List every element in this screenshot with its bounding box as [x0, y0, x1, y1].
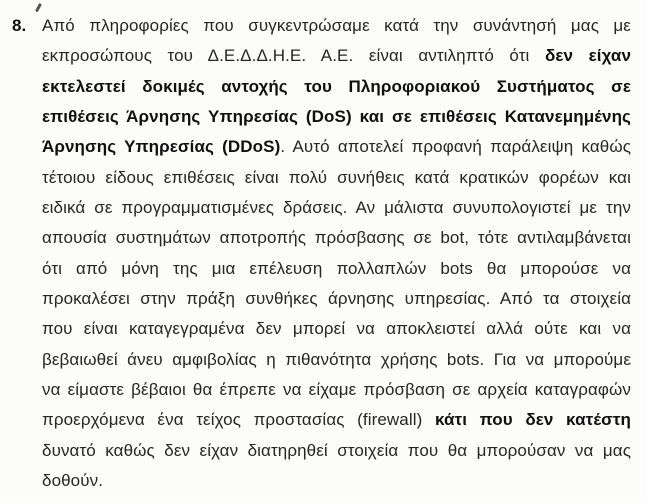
text-line	[42, 193, 631, 223]
text-segment: εκπροσώπους του Δ.Ε.Δ.Δ.Η.Ε. Α.Ε. είναι αντιληπτό ότι	[42, 46, 545, 66]
text-line	[42, 132, 631, 162]
bold-text-segment: δεν είχαν	[544, 46, 631, 66]
paragraph-body	[42, 11, 631, 497]
text-segment: δοθούν.	[42, 471, 104, 491]
text-line	[42, 102, 631, 132]
text-line	[42, 284, 631, 314]
text-segment: δυνατό καθώς δεν είχαν διατηρηθεί στοιχεία που θα μπορούσαν να μας	[42, 440, 631, 460]
text-segment: βεβαιωθεί άνευ αμφιβολίας η πιθανότητα χρήσης bots. Για να μπορούμε	[42, 349, 631, 369]
text-line	[42, 405, 631, 435]
text-segment: Από πληροφορίες που συγκεντρώσαμε κατά την συνάντησή μας με	[42, 16, 631, 35]
text-line	[42, 223, 631, 253]
text-line	[42, 436, 631, 466]
text-segment: προερχόμενα ένα τείχος προστασίας (firewall)	[42, 410, 435, 430]
text-segment: απουσία συστημάτων αποτροπής πρόσβασης σε bot, τότε αντιλαμβάνεται	[42, 228, 631, 248]
text-line	[42, 41, 631, 71]
text-segment: ειδικά σε προγραμματισμένες δράσεις. Αν μάλιστα συνυπολογιστεί με την	[42, 198, 631, 218]
text-segment: τέτοιου είδους επιθέσεις είναι πολύ συνήθεις κατά κρατικών φορέων και	[42, 167, 631, 187]
text-line	[42, 254, 631, 284]
text-line	[42, 72, 631, 102]
text-line	[42, 345, 631, 375]
pen-mark-artifact	[35, 3, 41, 12]
text-line	[42, 375, 631, 405]
bold-text-segment: Άρνησης Υπηρεσίας (DDoS)	[42, 137, 281, 157]
paragraph-number: 8.	[12, 16, 27, 35]
text-line	[42, 11, 631, 41]
text-line	[42, 163, 631, 193]
text-segment: ότι από μόνη της μια επέλευση πολλαπλών bots θα μπορούσε να	[42, 258, 631, 278]
text-segment: προκαλέσει στην πράξη συνθήκες άρνησης υπηρεσίας. Από τα στοιχεία	[42, 289, 631, 309]
bold-text-segment: επιθέσεις Άρνησης Υπηρεσίας (DoS) και σε επιθέσεις Κατανεμημένης	[42, 107, 631, 127]
bold-text-segment: εκτελεστεί δοκιμές αντοχής του Πληροφοριακού Συστήματος σε	[42, 76, 631, 96]
text-line	[42, 314, 631, 344]
bold-text-segment: κάτι που δεν κατέστη	[434, 410, 631, 430]
text-segment: να είμαστε βέβαιοι θα έπρεπε να είχαμε πρόσβαση σε αρχεία καταγραφών	[42, 380, 631, 400]
text-line	[42, 466, 631, 496]
text-segment: που είναι καταγεγραμένα δεν μπορεί να αποκλειστεί αλλά ούτε και να	[42, 319, 631, 339]
text-segment: . Αυτό αποτελεί προφανή παράλειψη καθώς	[280, 137, 631, 157]
